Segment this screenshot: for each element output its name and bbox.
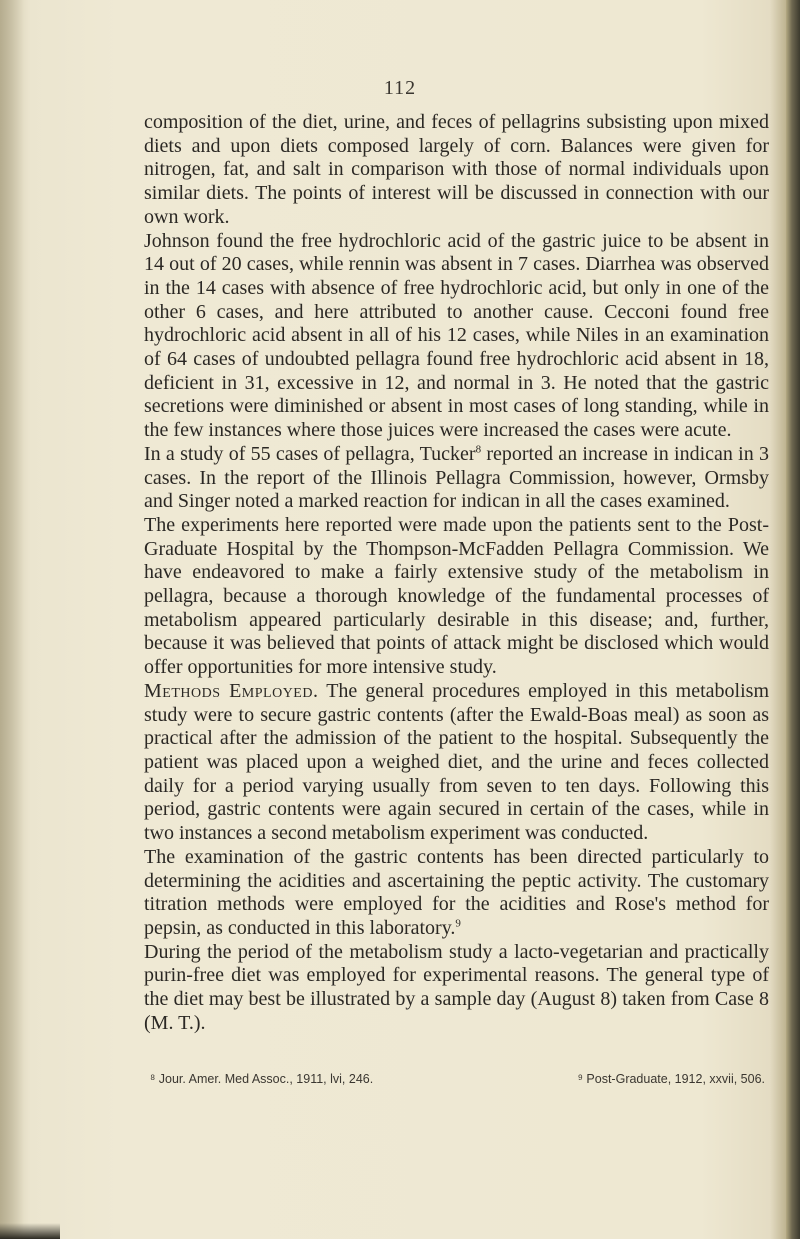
footnote-9: ⁹ Post-Graduate, 1912, xxvii, 506. xyxy=(577,1072,765,1086)
paragraph-3-start: In a study of 55 cases of pellagra, Tucker xyxy=(144,442,476,465)
paragraph-3-end: reported an increase in indican in 3 cases. In the report of the Illinois Pellagra Commission, however, Ormsby and Singer noted a marked reaction for indican in all the cases examined. xyxy=(144,442,769,513)
paragraph-5 xyxy=(144,680,769,846)
paragraph-5-text: The general procedures employed in this metabolism study were to secure gastric contents (after the Ewald-Boas meal) as soon as practical after the admission of the patient to the hospital. Subsequently the patient was placed upon a weighed diet, and the urine and feces collected daily for a period varying usually from seven to ten days. Following this period, gastric contents were again secured in certain of the cases, while in two instances a second metabolism experiment was conducted. xyxy=(144,679,769,845)
footnote-ref-9: 9 xyxy=(455,917,461,930)
paragraph-6-text: The examination of the gastric contents has been directed particularly to determining the acidities and ascertaining the peptic activity. The customary titration methods were employed for the acidities and Rose's method for pepsin, as conducted in this laboratory. xyxy=(144,845,769,939)
corner-shadow xyxy=(0,1223,60,1239)
paragraph-7: During the period of the metabolism study a lacto-vegetarian and practically purin-free diet was employed for experimental reasons. The general type of the diet may best be illustrated by a sample day (August 8) taken from Case 8 (M. T.). xyxy=(144,940,769,1034)
paragraph-2: Johnson found the free hydrochloric acid of the gastric juice to be absent in 14 out of 20 cases, while rennin was absent in 7 cases. Diarrhea was observed in the 14 cases with absence of free hydrochloric acid, but only in one of the other 6 cases, and here attributed to another cause. Cecconi found free hydrochloric acid absent in all of his 12 cases, while Niles in an examination of 64 cases of undoubted pellagra found free hydrochloric acid absent in 18, deficient in 31, excessive in 12, and normal in 3. He noted that the gastric secretions were diminished or absent in most cases of long standing, while in the few instances where those juices were increased the cases were acute. xyxy=(144,229,769,442)
body-text xyxy=(144,111,769,1035)
binding-shadow xyxy=(0,0,24,1239)
paragraph-3 xyxy=(144,443,769,514)
footnotes xyxy=(150,1072,765,1086)
paragraph-4: The experiments here reported were made upon the patients sent to the Post-Graduate Hospital by the Thompson-McFadden Pellagra Commission. We have endeavored to make a fairly extensive study of the metabolism in pellagra, because a thorough knowledge of the fundamental processes of metabolism appeared particularly desirable in this disease; and, further, because it was believed that points of attack might be disclosed which would offer opportunities for more intensive study. xyxy=(144,513,769,679)
section-heading-methods: Methods Employed. xyxy=(144,679,319,702)
paragraph-6 xyxy=(144,846,769,941)
page-edge xyxy=(786,0,800,1239)
footnote-8: ⁸ Jour. Amer. Med Assoc., 1911, lvi, 246. xyxy=(150,1072,374,1086)
paragraph-1: composition of the diet, urine, and feces of pellagrins subsisting upon mixed diets and upon diets composed largely of corn. Balances were given for nitrogen, fat, and salt in comparison with those of normal individuals upon similar diets. The points of interest will be discussed in connection with our own work. xyxy=(144,111,769,228)
footnote-ref-8: 8 xyxy=(475,443,482,456)
page-number: 112 xyxy=(383,77,417,99)
